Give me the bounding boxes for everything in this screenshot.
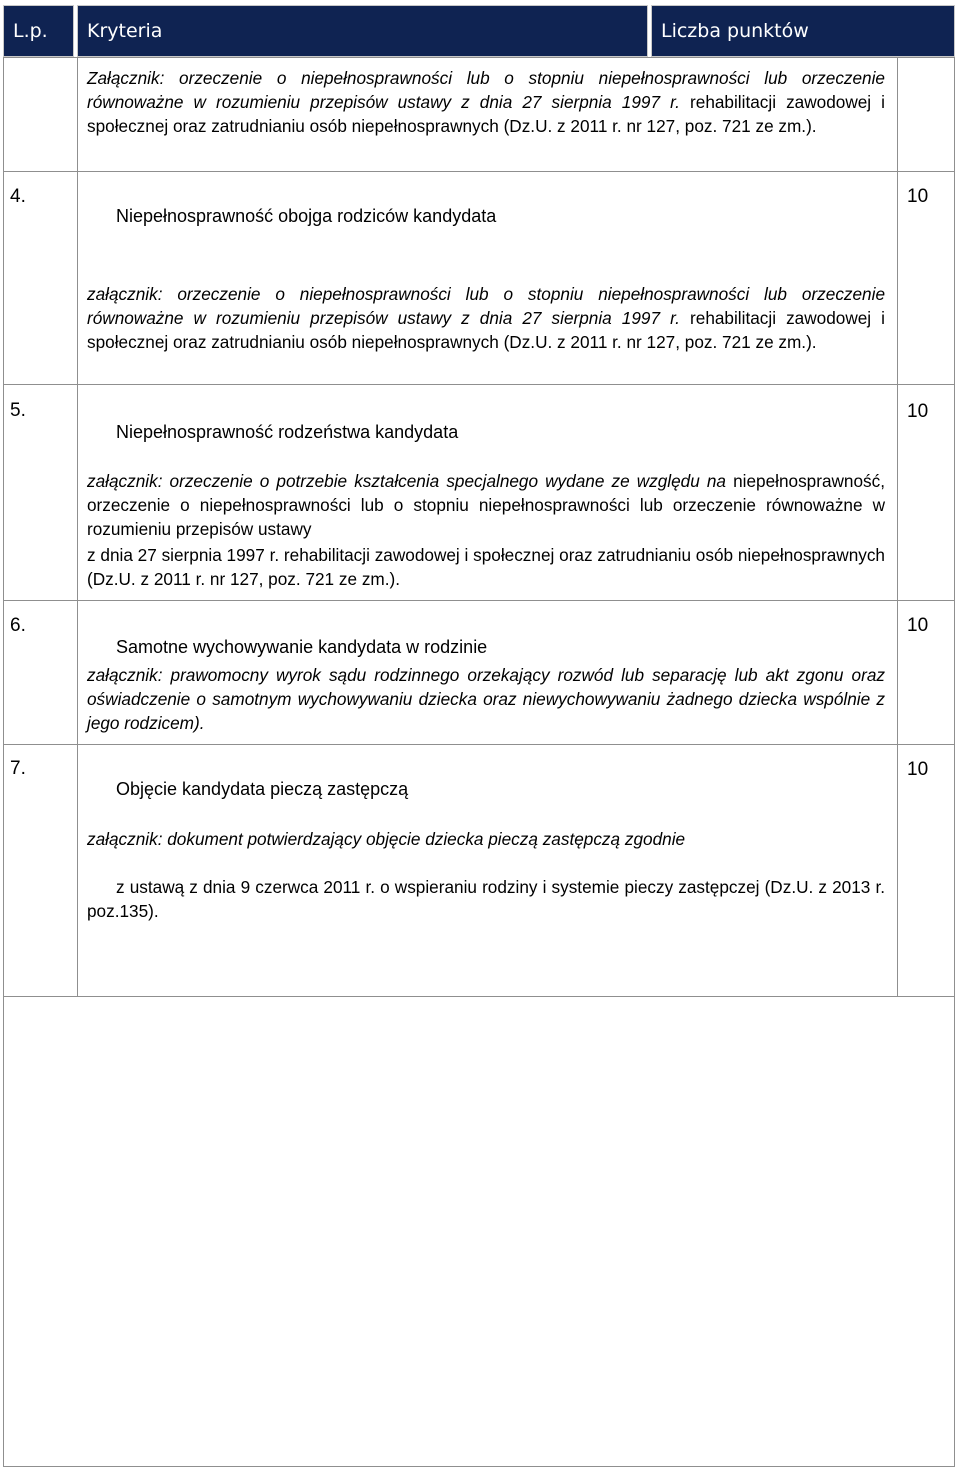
row-5-attachment [87, 469, 885, 541]
row-5-attachment-italic: załącznik: orzeczenie o potrzebie kształcenia specjalnego wydane ze względu na [87, 471, 726, 491]
row-6-attachment [87, 663, 885, 735]
row-7-title: Objęcie kandydata pieczą zastępczą [116, 779, 409, 799]
row-5-attachment-normal-2: z dnia 27 sierpnia 1997 r. rehabilitacji zawodowej i społecznej oraz zatrudnianiu osób niepełnosprawnych (Dz.U. z 2011 r. nr 127, poz. 721 ze zm.). [87, 545, 885, 589]
grid-line-row7 [3, 744, 955, 745]
row-4-attachment-normal: rehabilitacji zawodowej i społecznej oraz zatrudnianiu osób niepełnosprawnych (Dz.U. z 2011 r. nr 127, poz. 721 ze zm.). [87, 308, 885, 352]
row-7-points: 10 [907, 759, 929, 780]
grid-line-top [3, 57, 955, 58]
grid-criteria-right [897, 57, 898, 997]
intro-attachment [87, 66, 885, 138]
intro-attachment-normal: rehabilitacji zawodowej i społecznej oraz zatrudnianiu osób niepełnosprawnych (Dz.U. z 2011 r. nr 127, poz. 721 ze zm.). [87, 92, 885, 136]
row-4-attachment [87, 282, 885, 354]
header-lp: L.p. [3, 5, 74, 57]
grid-criteria-left [77, 57, 78, 997]
row-5-number: 5. [10, 400, 26, 421]
grid-line-row4 [3, 171, 955, 172]
grid-line-row5 [3, 384, 955, 385]
grid-line-row6 [3, 600, 955, 601]
grid-left-border [3, 57, 4, 1467]
row-7-attachment-cont [87, 875, 885, 923]
row-6-number: 6. [10, 615, 26, 636]
grid-right-border [954, 57, 955, 1467]
row-7-attachment-normal: z ustawą z dnia 9 czerwca 2011 r. o wspieraniu rodziny i systemie pieczy zastępczej (Dz.U. z 2013 r. poz.135). [87, 877, 885, 921]
row-5-points: 10 [907, 401, 929, 422]
row-6-points: 10 [907, 615, 929, 636]
row-6-title: Samotne wychowywanie kandydata w rodzinie [116, 637, 488, 657]
grid-line-bottom [3, 1466, 955, 1467]
header-criteria: Kryteria [77, 5, 648, 57]
row-5-title: Niepełnosprawność rodzeństwa kandydata [116, 422, 459, 442]
row-4-title: Niepełnosprawność obojga rodziców kandydata [116, 206, 497, 226]
row-5-attachment-cont [87, 543, 885, 591]
row-7-number: 7. [10, 758, 26, 779]
grid-line-end [3, 996, 955, 997]
row-4-points: 10 [907, 186, 929, 207]
row-4-number: 4. [10, 186, 26, 207]
row-6-attachment-italic: załącznik: prawomocny wyrok sądu rodzinnego orzekający rozwód lub separację lub akt zgonu oraz oświadczenie o samotnym wychowywaniu dziecka oraz niewychowywaniu żadnego dziecka wspólnie z jego rodzicem). [87, 665, 885, 733]
row-5-attachment-normal: niepełnosprawność, orzeczenie o niepełnosprawności lub o stopniu niepełnosprawności lub orzeczenie równoważne w rozumieniu przepisów ustawy [87, 471, 885, 539]
header-points: Liczba punktów [651, 5, 955, 57]
intro-attachment-italic: Załącznik: orzeczenie o niepełnosprawności lub o stopniu niepełnosprawności lub orzeczenie równoważne w rozumieniu przepisów ustawy z dnia 27 sierpnia 1997 r. [87, 68, 885, 112]
row-7-attachment [87, 827, 885, 851]
row-7-attachment-italic: załącznik: dokument potwierdzający objęcie dziecka pieczą zastępczą zgodnie [87, 829, 686, 849]
row-4-attachment-italic: załącznik: orzeczenie o niepełnosprawności lub o stopniu niepełnosprawności lub orzeczenie równoważne w rozumieniu przepisów ustawy z dnia 27 sierpnia 1997 r. [87, 284, 885, 328]
